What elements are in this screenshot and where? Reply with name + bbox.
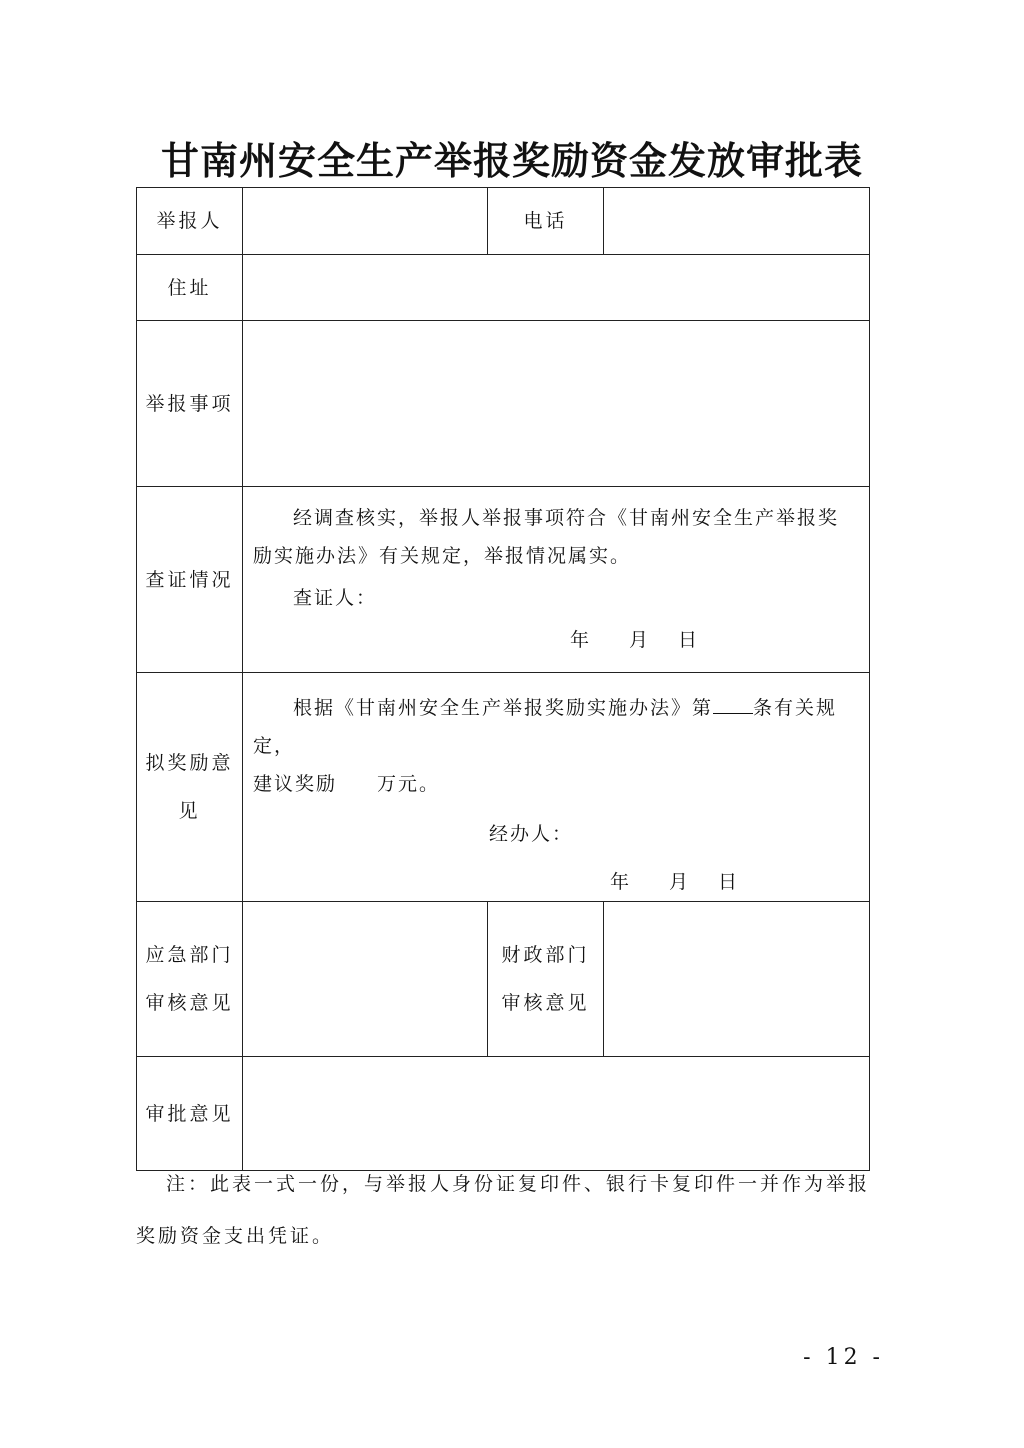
reward-text-d: 万元。 [377,773,441,795]
article-blank[interactable] [713,695,753,714]
address-label: 住址 [137,255,243,321]
emergency-label-line1: 应急部门 [145,944,234,966]
handler-line: 经办人： [489,823,574,845]
reward-year: 年 [609,871,631,893]
review-row [137,902,870,1057]
reward-text-b: 条有关规定， [253,697,838,757]
reward-label-line1: 拟奖励意 [145,752,234,774]
form-title: 甘南州安全生产举报奖励资金发放审批表 [160,138,863,183]
emergency-label [137,902,243,1057]
footnote: 注：此表一式一份，与举报人身份证复印件、银行卡复印件一并作为举报奖励资金支出凭证。 [136,1173,871,1247]
verify-row [137,487,870,673]
verify-label: 查证情况 [137,487,243,673]
emergency-field[interactable] [243,902,488,1057]
reward-label [137,673,243,902]
reward-date [253,863,859,901]
phone-field[interactable] [604,188,870,255]
approve-field[interactable] [243,1057,870,1171]
finance-label-line2: 审核意见 [501,992,590,1014]
emergency-label-line2: 审核意见 [145,992,234,1014]
finance-field[interactable] [604,902,870,1057]
finance-label-line1: 财政部门 [501,944,590,966]
reward-text-a: 根据《甘南州安全生产举报奖励实施办法》第 [293,697,714,719]
reward-amount-line [253,765,859,803]
reporter-row [137,188,870,255]
matter-label: 举报事项 [137,321,243,487]
verify-year: 年 [569,629,591,651]
reward-text [253,689,859,765]
reward-day: 日 [717,871,739,893]
address-field[interactable] [243,255,870,321]
reward-month: 月 [668,871,690,893]
matter-row [137,321,870,487]
verify-day: 日 [677,629,699,651]
verify-date [253,621,859,659]
page-number: - 12 - [803,1345,884,1370]
reward-field[interactable] [243,673,870,902]
reward-text-c: 建议奖励 [253,773,338,795]
reward-row [137,673,870,902]
verify-month: 月 [628,629,650,651]
approve-row [137,1057,870,1171]
verify-text: 经调查核实，举报人举报事项符合《甘南州安全生产举报奖励实施办法》有关规定，举报情况属实。 [253,507,840,567]
phone-label: 电话 [488,188,604,255]
address-row [137,255,870,321]
matter-field[interactable] [243,321,870,487]
reporter-field[interactable] [243,188,488,255]
reporter-label: 举报人 [137,188,243,255]
finance-label [488,902,604,1057]
approve-label: 审批意见 [137,1057,243,1171]
reward-label-line2: 见 [178,800,201,822]
verifier-line: 查证人： [293,587,378,609]
approval-form-table [136,187,870,1171]
verify-field[interactable] [243,487,870,673]
